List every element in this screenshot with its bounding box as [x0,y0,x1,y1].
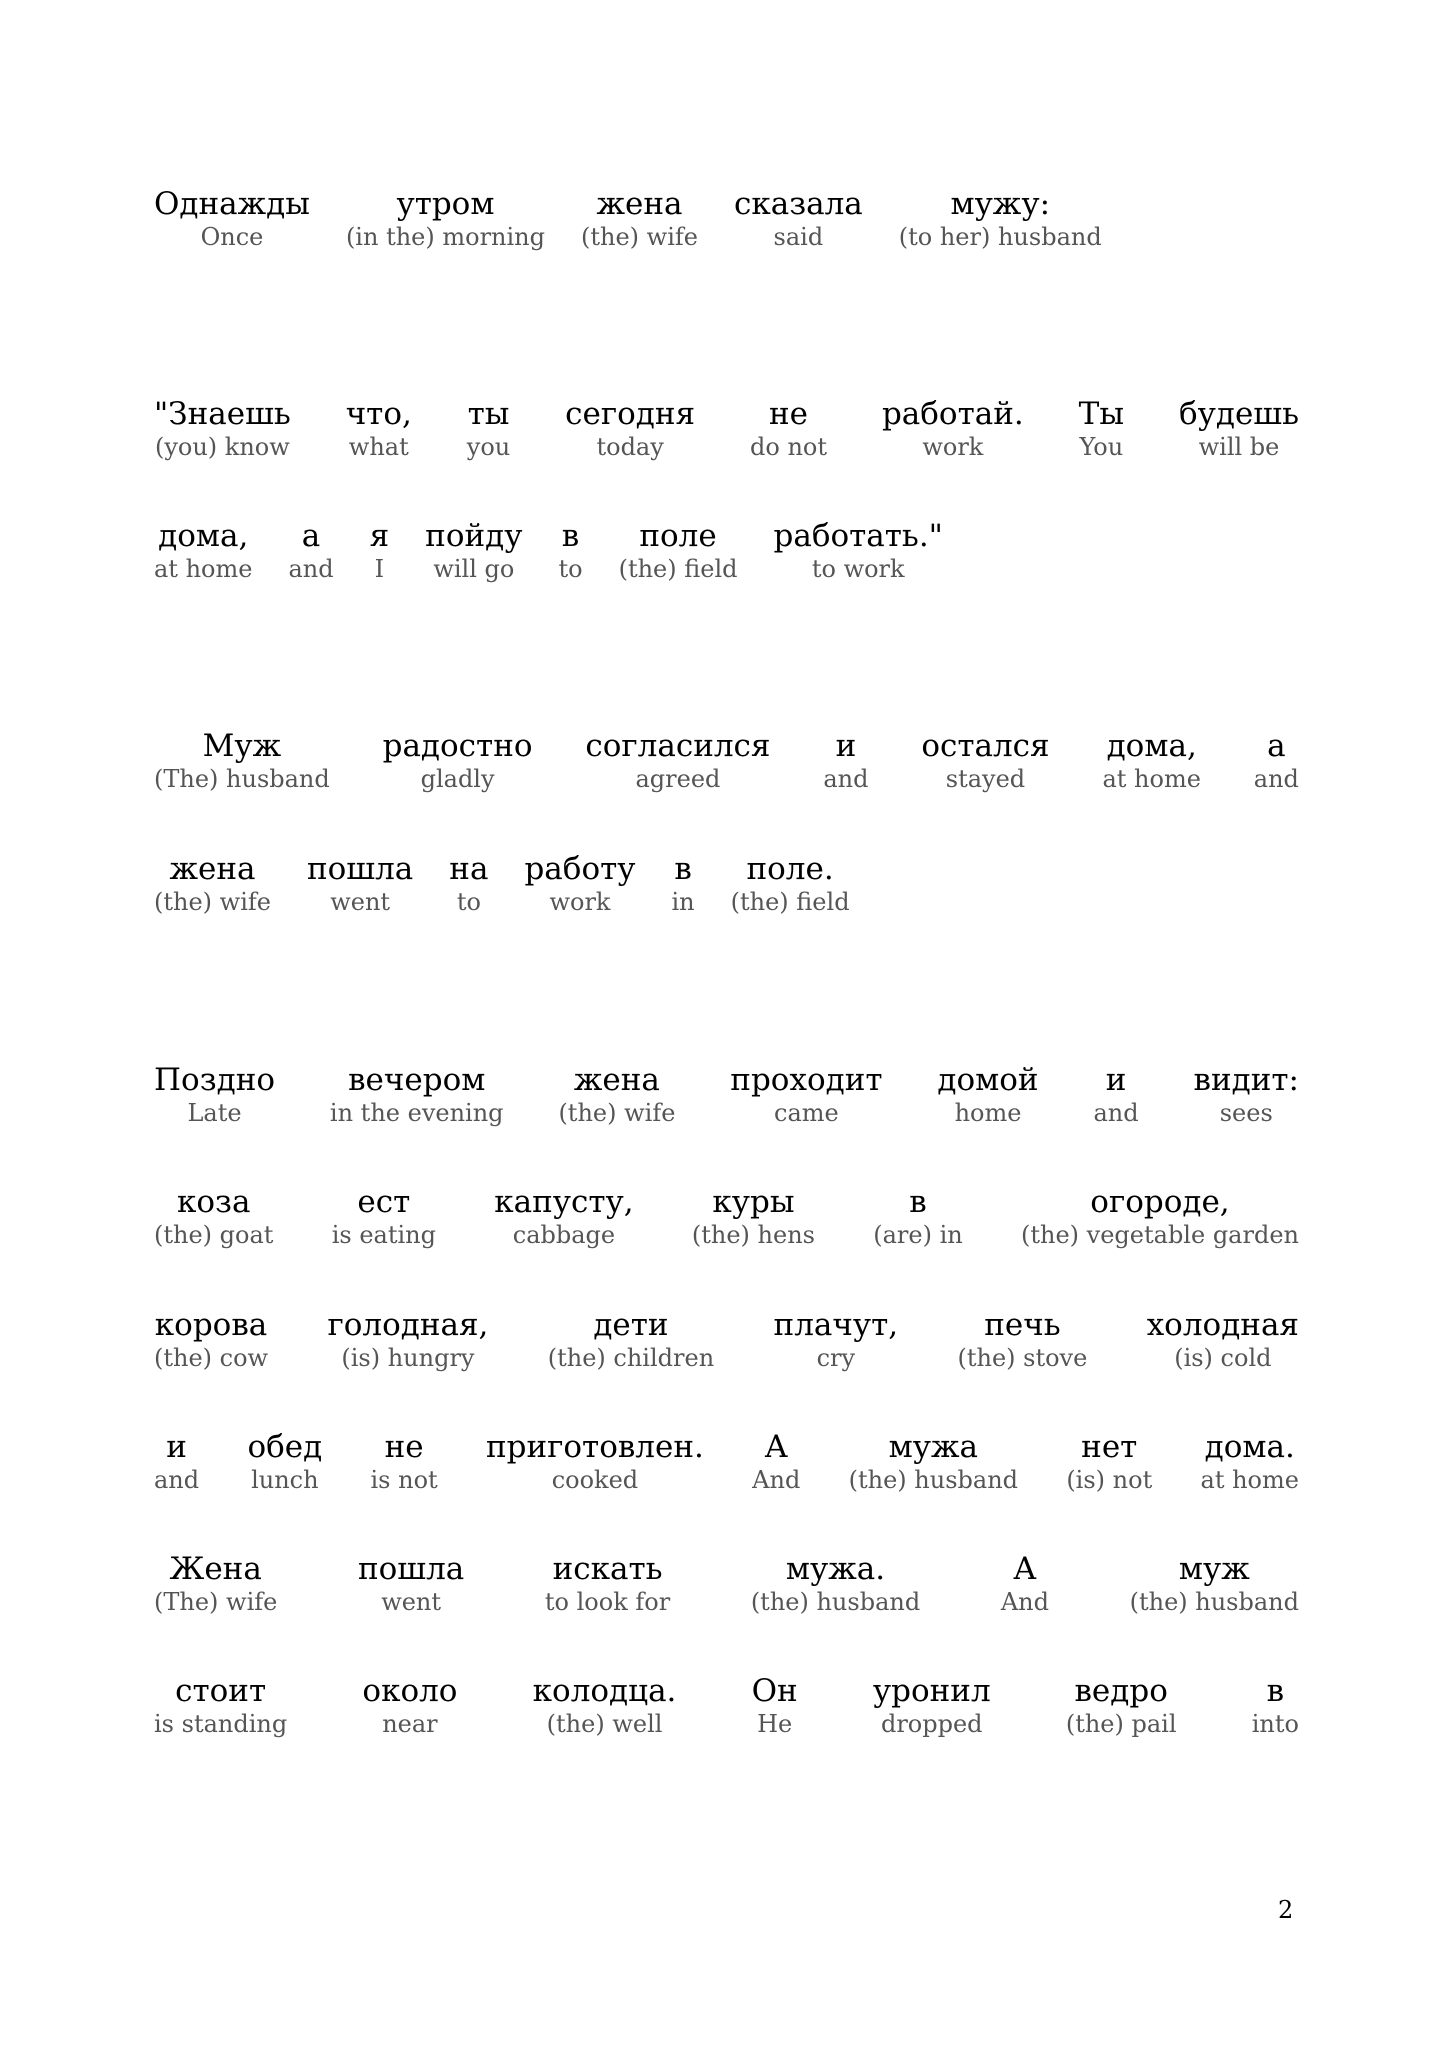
english-gloss: And [1000,1588,1049,1616]
text-line [154,1429,1299,1495]
russian-word: плачут, [773,1307,899,1343]
russian-word: в [561,518,580,554]
russian-word: я [369,518,390,554]
glossed-word [154,518,252,584]
glossed-word [1254,728,1299,794]
russian-word: искать [552,1551,663,1587]
russian-word: ты [467,396,510,432]
russian-word: дома. [1204,1429,1295,1465]
glossed-word [882,396,1024,462]
glossed-word [288,518,333,584]
russian-word: обед [247,1429,323,1465]
russian-word: проходит [730,1062,883,1098]
glossed-word [362,1673,457,1739]
english-gloss: (The) husband [154,765,330,793]
english-gloss: today [596,433,664,461]
english-gloss: stayed [945,765,1026,793]
glossed-word [750,396,827,462]
glossed-word [449,851,488,917]
text-line [154,728,1299,794]
english-gloss: (the) field [618,555,738,583]
glossed-word [751,1551,920,1617]
english-gloss: (the) stove [957,1344,1088,1372]
english-gloss: (is) cold [1174,1344,1272,1372]
glossed-word [154,1429,199,1495]
english-gloss: He [757,1710,793,1738]
russian-word: остался [921,728,1050,764]
russian-word: и [1105,1062,1127,1098]
glossed-word [486,1429,704,1495]
russian-word: мужа [888,1429,978,1465]
english-gloss: is eating [331,1221,436,1249]
russian-word: не [384,1429,424,1465]
glossed-word [873,1184,962,1250]
russian-word: голодная, [327,1307,489,1343]
glossed-word [154,1184,273,1250]
english-gloss: (the) hens [691,1221,815,1249]
russian-word: работай. [881,396,1024,432]
glossed-word [849,1429,1018,1495]
glossed-word [752,1673,798,1739]
english-gloss: went [381,1588,442,1616]
english-gloss: and [1093,1099,1139,1127]
english-gloss: (the) vegetable garden [1021,1221,1299,1249]
text-line [154,1307,1299,1373]
russian-word: А [1013,1551,1037,1587]
glossed-word [154,186,310,252]
russian-word: Поздно [154,1062,276,1098]
russian-word: коза [177,1184,251,1220]
english-gloss: into [1251,1710,1299,1738]
english-gloss: at home [154,555,253,583]
russian-word: согласился [585,728,771,764]
glossed-word [1021,1184,1299,1250]
english-gloss: home [954,1099,1022,1127]
russian-word: пойду [425,518,523,554]
glossed-word [154,1307,268,1373]
russian-word: куры [712,1184,795,1220]
english-gloss: and [288,555,334,583]
glossed-word [921,728,1049,794]
english-gloss: (the) children [547,1344,715,1372]
glossed-word [358,1551,464,1617]
glossed-word [1001,1551,1049,1617]
russian-word: колодца. [532,1673,677,1709]
glossed-word [619,518,738,584]
russian-word: около [362,1673,458,1709]
english-gloss: (the) wife [558,1099,676,1127]
glossed-word [425,518,522,584]
english-gloss: Once [200,223,264,251]
russian-word: а [301,518,321,554]
glossed-word [1094,1062,1139,1128]
russian-word: "Знаешь [154,396,291,432]
text-line [154,1184,1299,1250]
glossed-word [558,1062,675,1128]
english-gloss: (you) know [154,433,290,461]
glossed-word [154,396,291,462]
english-gloss: I [374,555,385,583]
russian-word: дети [593,1307,669,1343]
russian-word: что, [345,396,412,432]
russian-word: печь [984,1307,1061,1343]
russian-word: вечером [348,1062,486,1098]
russian-word: Жена [169,1551,262,1587]
text-line [154,1673,1299,1739]
english-gloss: (the) field [730,888,850,916]
russian-word: в [674,851,692,887]
english-gloss: (to her) husband [898,223,1102,251]
english-gloss: cabbage [512,1221,616,1249]
russian-word: огороде, [1090,1184,1230,1220]
russian-word: домой [937,1062,1039,1098]
english-gloss: (the) husband [1129,1588,1299,1616]
russian-word: поле. [746,851,834,887]
russian-word: ведро [1074,1673,1168,1709]
english-gloss: (the) wife [154,888,271,916]
english-gloss: at home [1102,765,1201,793]
english-gloss: to look for [544,1588,671,1616]
russian-word: А [764,1429,788,1465]
glossed-word [494,1184,633,1250]
english-gloss: to [558,555,583,583]
english-gloss: cooked [551,1466,639,1494]
russian-word: уронил [872,1673,991,1709]
russian-word: и [835,728,857,764]
glossed-word [307,851,413,917]
english-gloss: will go [433,555,515,583]
glossed-word [873,1673,991,1739]
english-gloss: sees [1219,1099,1273,1127]
glossed-word [154,1062,275,1128]
glossed-word [1147,1307,1299,1373]
russian-word: приготовлен. [485,1429,704,1465]
english-gloss: is standing [154,1710,288,1738]
english-gloss: (the) husband [750,1588,921,1616]
russian-word: а [1267,728,1286,764]
english-gloss: (the) wife [581,223,698,251]
text-line [154,518,943,584]
english-gloss: (The) wife [154,1588,278,1616]
glossed-word [692,1184,815,1250]
russian-word: радостно [382,728,533,764]
glossed-word [774,518,943,584]
russian-word: жена [573,1062,660,1098]
russian-word: пошла [357,1551,465,1587]
english-gloss: said [773,223,824,251]
russian-word: поле [639,518,717,554]
english-gloss: what [348,433,409,461]
english-gloss: in the evening [329,1099,504,1127]
glossed-word [1252,1673,1299,1739]
russian-word: не [769,396,809,432]
russian-word: утром [396,186,495,222]
glossed-word [383,728,533,794]
glossed-word [937,1062,1038,1128]
english-gloss: (the) goat [154,1221,274,1249]
russian-word: работать." [773,518,943,554]
english-gloss: will be [1198,433,1280,461]
glossed-word [1130,1551,1299,1617]
russian-word: на [449,851,489,887]
russian-word: мужа. [785,1551,886,1587]
russian-word: муж [1178,1551,1250,1587]
text-line [154,1551,1299,1617]
glossed-word [545,1551,670,1617]
english-gloss: and [154,1466,200,1494]
english-gloss: to [456,888,481,916]
english-gloss: (are) in [873,1221,963,1249]
glossed-word [548,1307,714,1373]
glossed-word [327,1307,488,1373]
english-gloss: agreed [635,765,721,793]
english-gloss: and [823,765,869,793]
glossed-word [730,1062,882,1128]
glossed-word [899,186,1102,252]
english-gloss: (the) husband [848,1466,1019,1494]
glossed-word [1066,1429,1152,1495]
glossed-word [1066,1673,1177,1739]
glossed-word [370,518,390,584]
glossed-word [565,396,695,462]
glossed-word [346,396,412,462]
english-gloss: (the) cow [154,1344,269,1372]
glossed-word [585,728,770,794]
glossed-word [524,851,635,917]
english-gloss: (is) not [1066,1466,1153,1494]
russian-word: ест [357,1184,411,1220]
glossed-word [332,1184,436,1250]
glossed-word [752,1429,800,1495]
glossed-word [371,1429,438,1495]
glossed-word [247,1429,322,1495]
russian-word: Однажды [154,186,310,222]
english-gloss: cry [816,1344,856,1372]
glossed-word [154,1673,287,1739]
russian-word: работу [524,851,636,887]
glossed-word [672,851,695,917]
glossed-word [533,1673,677,1739]
russian-word: в [909,1184,927,1220]
glossed-word [823,728,868,794]
english-gloss: and [1253,765,1299,793]
text-line [154,1062,1299,1128]
russian-word: Ты [1078,396,1125,432]
english-gloss: near [382,1710,438,1738]
russian-word: Он [751,1673,798,1709]
russian-word: видит: [1193,1062,1299,1098]
english-gloss: came [774,1099,839,1127]
glossed-word [774,1307,899,1373]
russian-word: дома, [1106,728,1197,764]
glossed-word [1194,1062,1299,1128]
glossed-word [957,1307,1087,1373]
english-gloss: in [671,888,695,916]
english-gloss: gladly [420,765,495,793]
russian-word: будешь [1178,396,1299,432]
glossed-word [154,1551,277,1617]
english-gloss: You [1079,433,1124,461]
russian-word: в [1266,1673,1285,1709]
russian-word: дома, [158,518,249,554]
english-gloss: (in the) morning [345,223,545,251]
english-gloss: And [752,1466,801,1494]
english-gloss: work [549,888,611,916]
glossed-word [154,851,271,917]
english-gloss: dropped [880,1710,983,1738]
text-line [154,186,1102,252]
english-gloss: (is) hungry [341,1344,475,1372]
english-gloss: at home [1200,1466,1299,1494]
english-gloss: to work [811,555,905,583]
text-line [154,396,1299,462]
russian-word: Муж [202,728,282,764]
russian-word: корова [154,1307,268,1343]
glossed-word [581,186,698,252]
page-number: 2 [1278,1896,1294,1924]
english-gloss: is not [370,1466,438,1494]
glossed-word [734,186,863,252]
russian-word: жена [596,186,683,222]
russian-word: нет [1081,1429,1138,1465]
russian-word: пошла [306,851,414,887]
glossed-word [330,1062,504,1128]
text-line [154,851,850,917]
glossed-word [1079,396,1124,462]
english-gloss: (the) pail [1065,1710,1177,1738]
russian-word: холодная [1146,1307,1299,1343]
russian-word: сказала [733,186,863,222]
russian-word: и [166,1429,187,1465]
glossed-word [558,518,582,584]
glossed-word [1179,396,1299,462]
english-gloss: work [922,433,984,461]
glossed-word [1201,1429,1299,1495]
english-gloss: do not [750,433,828,461]
glossed-word [731,851,850,917]
glossed-word [1102,728,1200,794]
glossed-word [346,186,545,252]
russian-word: капусту, [494,1184,634,1220]
english-gloss: (the) well [546,1710,663,1738]
russian-word: мужу: [950,186,1051,222]
english-gloss: lunch [251,1466,319,1494]
glossed-word [467,396,510,462]
english-gloss: Late [187,1099,242,1127]
glossed-word [154,728,330,794]
english-gloss: you [466,433,511,461]
russian-word: сегодня [565,396,696,432]
russian-word: жена [169,851,256,887]
russian-word: стоит [175,1673,267,1709]
english-gloss: went [330,888,391,916]
